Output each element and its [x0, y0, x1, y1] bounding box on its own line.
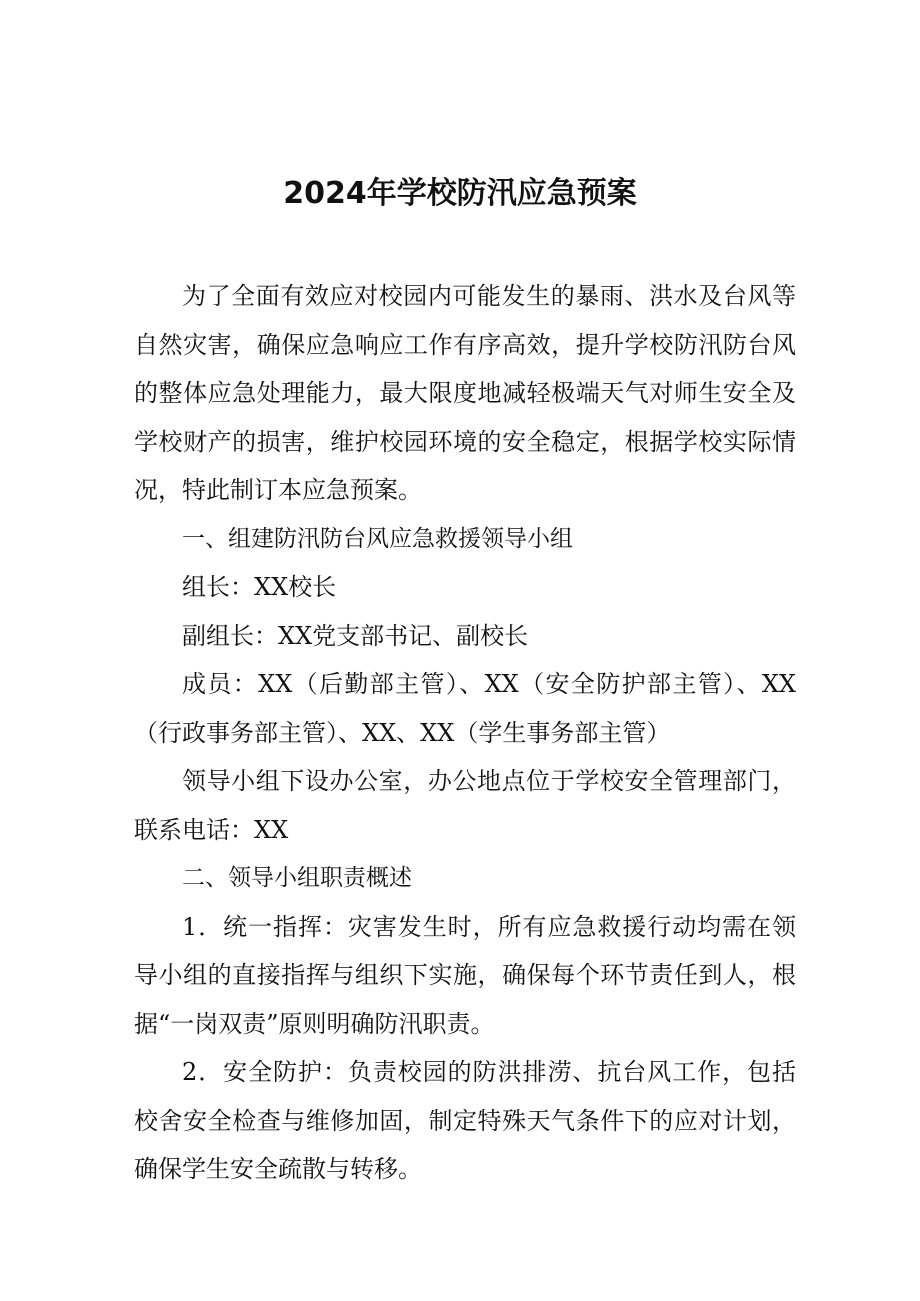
team-deputy-leader: 副组长：XX党支部书记、副校长	[182, 621, 529, 650]
duty-item-1: 1．统一指挥：灾害发生时，所有应急救援行动均需在领导小组的直接指挥与组织下实施，确保每个环节责任到人，根据“一岗双责”原则明确防汛职责。	[134, 912, 796, 1038]
office-info: 领导小组下设办公室，办公地点位于学校安全管理部门，联系电话：XX	[134, 767, 796, 844]
team-members: 成员：XX（后勤部主管）、XX（安全防护部主管）、XX（行政事务部主管）、XX、XX（学生事务部主管）	[134, 670, 796, 747]
team-leader: 组长：XX校长	[182, 573, 337, 601]
intro-paragraph: 为了全面有效应对校园内可能发生的暴雨、洪水及台风等自然灾害，确保应急响应工作有序高效，提升学校防汛防台风的整体应急处理能力，最大限度地减轻极端天气对师生安全及学校财产的损害，维护校园环境的安全稳定，根据学校实际情况，特此制订本应急预案。	[134, 282, 796, 504]
document-body	[134, 272, 796, 1194]
document-title: 2024年学校防汛应急预案	[283, 176, 637, 211]
duty-item-2: 2．安全防护：负责校园的防洪排涝、抗台风工作，包括校舍安全检查与维修加固，制定特殊天气条件下的应对计划，确保学生安全疏散与转移。	[134, 1058, 796, 1183]
section-2-heading: 二、领导小组职责概述	[182, 865, 412, 891]
section-1-heading: 一、组建防汛防台风应急救援领导小组	[182, 525, 573, 552]
